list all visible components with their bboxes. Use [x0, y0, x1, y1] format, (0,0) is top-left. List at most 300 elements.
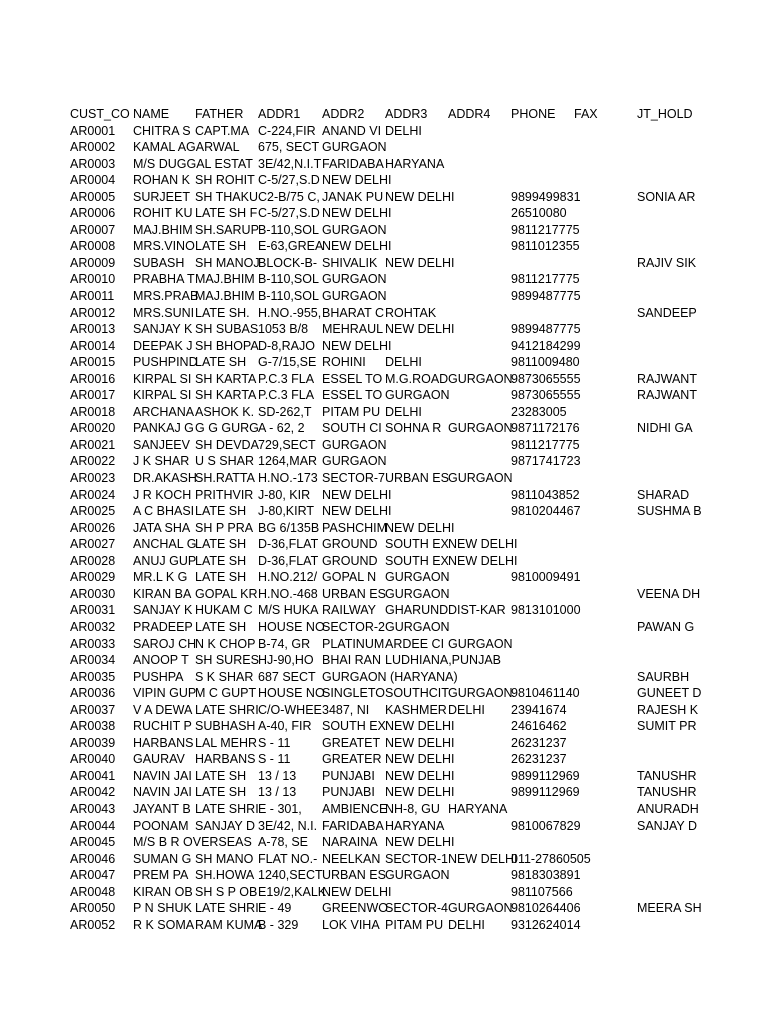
table-cell: AR0035	[70, 669, 116, 684]
table-cell	[385, 453, 447, 470]
table-cell: KIRAN OB	[133, 884, 193, 899]
table-cell	[637, 851, 699, 868]
table-cell: KIRPAL SI	[133, 371, 192, 386]
table-cell	[511, 619, 573, 636]
table-cell: AR0033	[70, 636, 116, 651]
table-cell: FLAT NO.-	[258, 851, 318, 866]
table-cell: ROHIT KU	[133, 206, 193, 221]
header-cell: FATHER	[195, 107, 244, 121]
table-cell: RAJESH K	[637, 702, 699, 717]
table-cell: PANKAJ G	[133, 421, 194, 436]
table-cell: AR0041	[70, 768, 116, 783]
table-cell: NEW DELHI	[385, 322, 455, 337]
table-cell: LATE SH	[195, 239, 247, 254]
table-row	[0, 834, 768, 851]
table-cell: AR0031	[70, 603, 116, 618]
table-cell	[574, 619, 636, 636]
table-cell: NEW DELHI	[385, 768, 455, 783]
table-cell: M/S HUKA	[258, 603, 319, 618]
table-cell: GURGAON	[448, 901, 513, 916]
table-cell: AR0012	[70, 305, 116, 320]
table-cell: 26510080	[511, 206, 567, 221]
table-cell: ROHTAK	[385, 305, 437, 320]
table-cell: LATE SH	[195, 537, 247, 552]
table-cell: HARYANA	[385, 156, 445, 171]
table-cell: 729,SECT	[258, 437, 316, 452]
table-row	[0, 851, 768, 868]
table-cell: AR0023	[70, 471, 116, 486]
header-cell: ADDR3	[385, 107, 428, 121]
table-cell: HUKAM C	[195, 603, 253, 618]
table-cell: SHARAD	[637, 487, 690, 502]
table-cell: AR0027	[70, 537, 116, 552]
table-cell: GURGAON	[322, 437, 387, 452]
table-cell: CHITRA S	[133, 123, 191, 138]
table-cell: LATE SH.	[195, 305, 250, 320]
table-cell	[637, 834, 699, 851]
table-cell	[511, 652, 573, 669]
table-cell: SECTOR-2	[322, 619, 385, 634]
header-cell: CUST_CO	[70, 107, 130, 121]
table-cell	[385, 172, 447, 189]
table-cell: RUCHIT P	[133, 719, 192, 734]
table-cell: P N SHUK	[133, 901, 192, 916]
table-cell: GURGAON	[322, 272, 387, 287]
table-cell: SH.RATTA	[195, 471, 255, 486]
table-cell	[637, 652, 699, 669]
table-cell: SURJEET	[133, 189, 190, 204]
table-cell: AR0043	[70, 801, 116, 816]
table-cell: 9811217775	[511, 222, 580, 237]
table-cell	[637, 321, 699, 338]
table-cell: ANCHAL G	[133, 537, 197, 552]
table-row	[0, 602, 768, 619]
table-cell: C-5/27,S.D	[258, 173, 320, 188]
table-cell	[511, 255, 573, 272]
table-cell	[511, 172, 573, 189]
table-cell: B - 329	[258, 917, 299, 932]
table-cell	[574, 801, 636, 818]
table-cell: NAVIN JAI	[133, 768, 192, 783]
table-cell	[574, 586, 636, 603]
table-cell: MR.L K G	[133, 570, 188, 585]
table-cell: E - 49	[258, 901, 292, 916]
table-cell	[448, 735, 510, 752]
table-row	[0, 784, 768, 801]
table-cell: 9810009491	[511, 570, 581, 585]
table-row	[0, 487, 768, 504]
table-cell: 981107566	[511, 884, 573, 899]
table-cell	[637, 884, 699, 901]
table-cell: SANDEEP	[637, 305, 697, 320]
table-cell: PITAM PU	[322, 404, 381, 419]
table-cell	[448, 189, 510, 206]
table-cell: ROHAN K	[133, 173, 190, 188]
table-cell: ARDEE CI	[385, 636, 445, 651]
table-cell: SINGLETO	[322, 686, 385, 701]
table-cell: GURGAON	[448, 371, 513, 386]
table-cell: PREM PA	[133, 868, 189, 883]
table-cell	[637, 404, 699, 421]
table-cell: SH.HOWA	[195, 868, 255, 883]
table-cell	[637, 520, 699, 537]
table-cell: DELHI	[448, 917, 485, 932]
table-cell	[637, 172, 699, 189]
table-cell	[448, 238, 510, 255]
table-cell: SH BHOPA	[195, 338, 259, 353]
table-cell: 13 / 13	[258, 768, 297, 783]
table-row	[0, 718, 768, 735]
table-cell	[637, 123, 699, 140]
table-cell: AR0030	[70, 586, 116, 601]
table-cell	[574, 735, 636, 752]
table-row	[0, 586, 768, 603]
table-cell: SECTOR-4	[385, 901, 448, 916]
table-cell: C-5/27,S.D	[258, 206, 320, 221]
table-cell	[448, 404, 510, 421]
table-cell: BLOCK-B-	[258, 255, 318, 270]
table-row	[0, 751, 768, 768]
table-cell: NARAINA	[322, 835, 378, 850]
table-cell: AR0011	[70, 289, 115, 304]
table-cell: DELHI	[448, 702, 485, 717]
table-cell: 9871741723	[511, 454, 581, 469]
table-cell: GUNEET D	[637, 686, 702, 701]
table-cell: B-110,SOL	[258, 289, 319, 304]
table-cell: PUNJABI	[322, 785, 375, 800]
table-cell: S - 11	[258, 735, 291, 750]
table-cell	[385, 338, 447, 355]
table-cell: BG 6/135B	[258, 520, 320, 535]
table-cell: SONIA AR	[637, 189, 696, 204]
header-row	[0, 106, 768, 123]
table-cell	[385, 238, 447, 255]
table-cell: AR0017	[70, 388, 116, 403]
table-cell: C2-B/75 C,	[258, 189, 320, 204]
table-cell: VIPIN GUP	[133, 686, 197, 701]
table-cell: LATE SH	[195, 619, 247, 634]
table-cell: GOPAL N	[322, 570, 377, 585]
table-cell: SAURBH	[637, 669, 690, 684]
table-cell	[574, 255, 636, 272]
table-cell	[637, 735, 699, 752]
table-row	[0, 553, 768, 570]
table-cell	[574, 768, 636, 785]
table-cell: GREENWO	[322, 901, 388, 916]
table-cell: LATE SH	[195, 553, 247, 568]
table-cell	[448, 884, 510, 901]
header-cell: ADDR2	[322, 107, 365, 121]
table-cell	[574, 718, 636, 735]
table-cell	[637, 238, 699, 255]
table-cell: J R KOCH	[133, 487, 192, 502]
table-cell: BHARAT C	[322, 305, 385, 320]
table-cell: KAMAL AGARWAL	[133, 140, 240, 155]
table-cell	[574, 271, 636, 288]
table-cell: JANAK PU	[322, 189, 384, 204]
table-cell	[448, 354, 510, 371]
table-row	[0, 652, 768, 669]
table-cell: GOPAL KR	[195, 586, 258, 601]
table-cell: HARYANA	[385, 818, 445, 833]
table-cell: M C GUPT	[195, 686, 257, 701]
table-cell: JAYANT B	[133, 801, 191, 816]
table-cell: R K SOMA	[133, 917, 195, 932]
table-cell	[574, 520, 636, 537]
table-cell: P.C.3 FLA	[258, 388, 315, 403]
table-cell	[574, 702, 636, 719]
table-cell: E19/2,KALK	[258, 884, 327, 899]
table-row	[0, 222, 768, 239]
table-row	[0, 338, 768, 355]
table-cell	[574, 189, 636, 206]
header-cell: NAME	[133, 107, 170, 121]
table-cell: GURGAON	[322, 454, 387, 469]
table-cell: AR0015	[70, 355, 116, 370]
table-row	[0, 884, 768, 901]
table-row	[0, 453, 768, 470]
table-cell: NEW DELHI	[385, 835, 455, 850]
table-cell	[448, 123, 510, 140]
table-cell: NEW DELHI	[385, 785, 455, 800]
table-row	[0, 321, 768, 338]
table-cell	[574, 569, 636, 586]
table-cell: NEELKAN	[322, 851, 381, 866]
table-cell: PUSHPA	[133, 669, 184, 684]
table-cell: 3E/42, N.I.	[258, 818, 318, 833]
table-cell: 26231237	[511, 752, 567, 767]
table-cell: 9811012355	[511, 239, 580, 254]
table-cell	[574, 354, 636, 371]
table-cell: SECTOR-1	[385, 851, 448, 866]
header-cell: JT_HOLD	[637, 107, 693, 121]
table-cell: PAWAN G	[637, 619, 695, 634]
table-cell: LATE SH F	[195, 206, 258, 221]
table-cell: AR0001	[70, 123, 116, 138]
table-cell: AR0020	[70, 421, 116, 436]
table-cell: 23283005	[511, 404, 567, 419]
table-cell: SUMIT PR	[637, 719, 697, 734]
table-cell: B-74, GR	[258, 636, 311, 651]
table-cell: NEW DELHI	[322, 206, 392, 221]
table-cell: GURGAON	[385, 586, 450, 601]
table-cell: RAJWANT	[637, 371, 697, 386]
header-cell: ADDR4	[448, 107, 491, 121]
table-cell: RAJWANT	[637, 388, 697, 403]
table-cell: HOUSE NO	[258, 619, 325, 634]
table-cell: NH-8, GU	[385, 801, 440, 816]
table-cell	[574, 321, 636, 338]
table-cell: LATE SH	[195, 570, 247, 585]
table-cell: HARBANS	[133, 735, 194, 750]
table-cell: HJ-90,HO	[258, 653, 314, 668]
table-cell: ANURADH	[637, 801, 699, 816]
table-cell	[574, 652, 636, 669]
table-cell: SD-262,T	[258, 404, 312, 419]
table-cell: 24616462	[511, 719, 567, 734]
table-cell: GURGAON	[385, 388, 450, 403]
table-row	[0, 801, 768, 818]
table-cell: MAJ.BHIM	[195, 289, 255, 304]
table-cell	[574, 470, 636, 487]
table-cell: 26231237	[511, 735, 567, 750]
table-cell: AR0052	[70, 917, 116, 932]
table-cell: 9873065555	[511, 371, 581, 386]
table-cell: 687 SECT	[258, 669, 316, 684]
table-cell	[448, 652, 510, 669]
table-cell: NEW DELHI	[385, 255, 455, 270]
table-cell	[448, 453, 510, 470]
table-cell: RAJIV SIK	[637, 255, 697, 270]
table-cell	[637, 354, 699, 371]
table-cell: 9818303891	[511, 868, 581, 883]
table-cell: RAILWAY	[322, 603, 376, 618]
table-row	[0, 536, 768, 553]
table-cell	[448, 768, 510, 785]
table-row	[0, 669, 768, 686]
table-cell: SH.SARUP	[195, 222, 259, 237]
table-cell	[448, 718, 510, 735]
table-cell: AR0037	[70, 702, 116, 717]
table-cell: GURGAON	[322, 289, 387, 304]
table-cell: NEW DELHI	[448, 553, 518, 568]
table-cell: AR0050	[70, 901, 116, 916]
table-cell: PRABHA T	[133, 272, 195, 287]
table-cell	[385, 288, 447, 305]
header-cell: PHONE	[511, 107, 556, 121]
table-cell	[574, 487, 636, 504]
table-cell: SHIVALIK	[322, 255, 378, 270]
table-cell	[385, 487, 447, 504]
table-cell	[448, 205, 510, 222]
table-cell	[448, 387, 510, 404]
table-cell: SANJAY K	[133, 322, 193, 337]
table-cell: GURGAON	[448, 471, 513, 486]
table-cell: NEW DELHI	[322, 487, 392, 502]
table-cell	[448, 288, 510, 305]
table-cell	[448, 305, 510, 322]
table-cell: AR0022	[70, 454, 116, 469]
table-cell	[574, 751, 636, 768]
table-cell: 9810461140	[511, 686, 580, 701]
table-cell: NEW DELHI	[448, 537, 518, 552]
table-cell: GAURAV	[133, 752, 185, 767]
table-cell	[574, 553, 636, 570]
table-cell: M/S DUGGAL ESTAT	[133, 156, 253, 171]
table-cell	[511, 553, 573, 570]
table-cell	[637, 867, 699, 884]
table-cell: 23941674	[511, 702, 567, 717]
table-row	[0, 288, 768, 305]
table-cell	[385, 503, 447, 520]
table-cell	[448, 586, 510, 603]
table-cell	[448, 520, 510, 537]
table-cell: NEW DELHI	[385, 752, 455, 767]
table-cell: SOUTHCIT	[385, 686, 449, 701]
table-cell: SH KARTA	[195, 371, 257, 386]
table-cell: GURGAON (HARYANA)	[322, 669, 458, 684]
table-cell: MEERA SH	[637, 901, 702, 916]
table-cell: AR0021	[70, 437, 116, 452]
table-cell	[448, 818, 510, 835]
table-row	[0, 156, 768, 173]
table-cell	[574, 834, 636, 851]
table-cell: D-8,RAJO	[258, 338, 315, 353]
table-row	[0, 420, 768, 437]
table-cell	[574, 338, 636, 355]
table-cell: J K SHAR	[133, 454, 190, 469]
table-cell: DELHI	[385, 404, 422, 419]
table-cell	[448, 784, 510, 801]
table-cell	[637, 437, 699, 454]
table-cell: A-78, SE	[258, 835, 309, 850]
table-cell: SOUTH EX	[322, 719, 386, 734]
table-cell	[448, 437, 510, 454]
table-cell	[637, 602, 699, 619]
table-cell	[574, 818, 636, 835]
table-cell: PRITHVIR	[195, 487, 254, 502]
table-cell: 1053 B/8	[258, 322, 309, 337]
table-cell: AR0025	[70, 504, 116, 519]
table-cell: AR0034	[70, 653, 116, 668]
table-cell: C-224,FIR	[258, 123, 316, 138]
table-cell	[574, 172, 636, 189]
table-cell	[574, 371, 636, 388]
table-cell: NEW DELHI	[322, 884, 392, 899]
table-cell	[448, 139, 510, 156]
table-cell: G-7/15,SE	[258, 355, 317, 370]
table-cell: AR0007	[70, 222, 116, 237]
table-cell: N K CHOP	[195, 636, 256, 651]
table-row	[0, 685, 768, 702]
table-row	[0, 636, 768, 653]
table-cell	[385, 271, 447, 288]
table-cell	[574, 685, 636, 702]
table-cell: NIDHI GA	[637, 421, 693, 436]
table-cell: KIRAN BA	[133, 586, 192, 601]
table-cell: AR0039	[70, 735, 116, 750]
table-cell	[448, 255, 510, 272]
table-cell: AR0005	[70, 189, 116, 204]
table-cell: GURGAON	[322, 222, 387, 237]
table-cell: NEW DELHI	[385, 735, 455, 750]
table-cell: FARIDABA	[322, 818, 384, 833]
table-cell	[448, 503, 510, 520]
table-cell	[574, 420, 636, 437]
table-cell: 1240,SECT	[258, 868, 323, 883]
table-cell: AR0002	[70, 140, 116, 155]
table-cell	[385, 139, 447, 156]
table-cell: 9899487775	[511, 289, 581, 304]
table-cell	[511, 305, 573, 322]
table-cell	[511, 156, 573, 173]
table-cell	[511, 139, 573, 156]
table-cell: A C BHASI	[133, 504, 195, 519]
table-cell: 3E/42,N.I.T	[258, 156, 322, 171]
table-cell: J-80,KIRT	[258, 504, 315, 519]
table-cell: LATE SH	[195, 504, 247, 519]
table-cell: FARIDABA	[322, 156, 384, 171]
table-cell: MAJ.BHIM	[133, 222, 193, 237]
table-cell: 011-27860505	[511, 851, 591, 866]
table-row	[0, 470, 768, 487]
table-cell	[511, 536, 573, 553]
table-cell: SUMAN G	[133, 851, 192, 866]
table-cell	[511, 123, 573, 140]
table-cell: KASHMER	[385, 702, 447, 717]
table-cell: E - 301,	[258, 801, 302, 816]
table-cell: 9813101000	[511, 603, 581, 618]
